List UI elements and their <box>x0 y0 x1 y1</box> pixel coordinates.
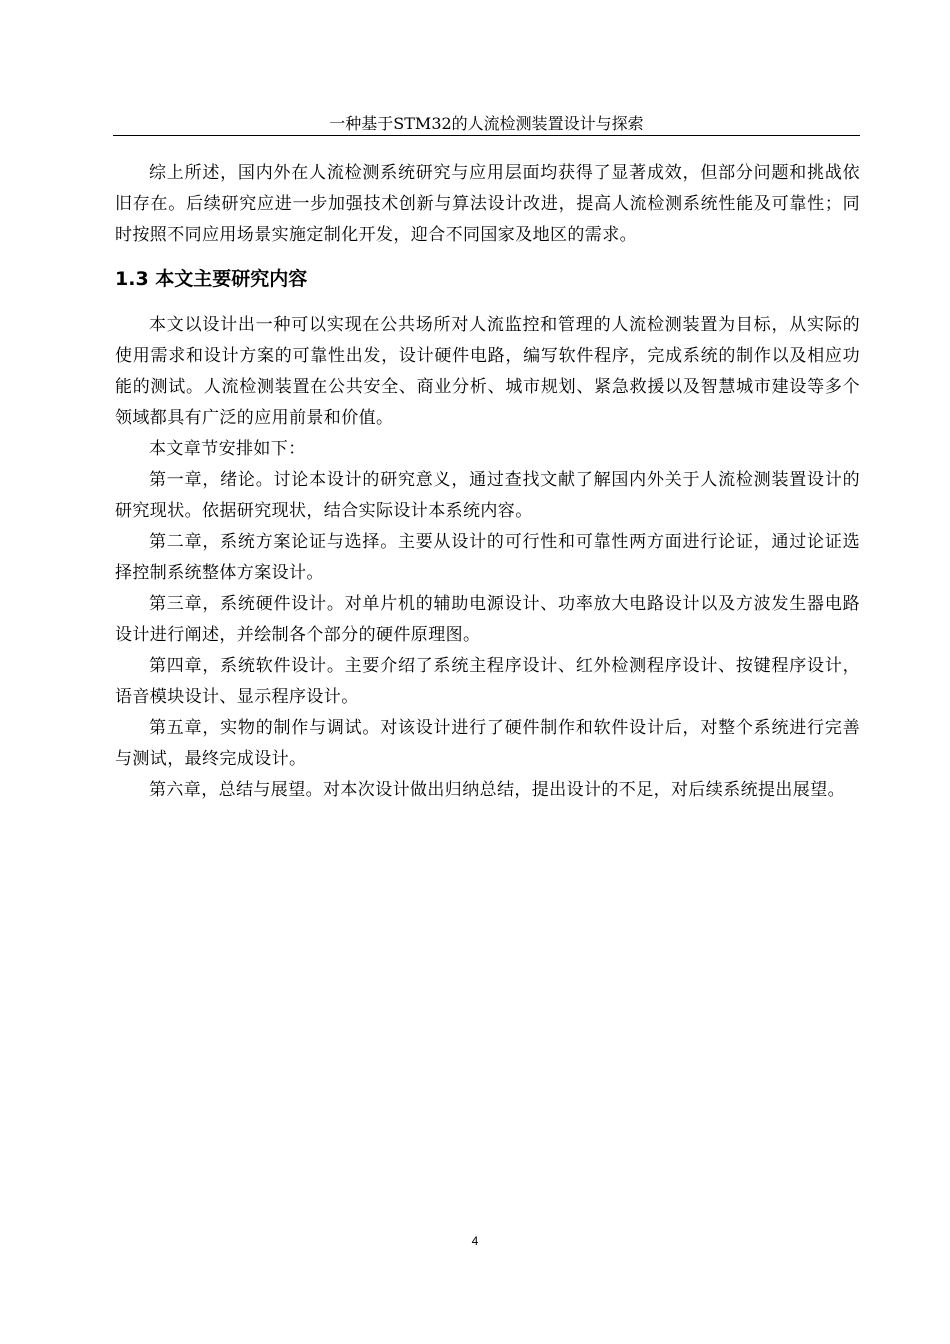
summary-paragraph: 综上所述，国内外在人流检测系统研究与应用层面均获得了显著成效，但部分问题和挑战依旧存在。后续研究应进一步加强技术创新与算法设计改进，提高人流检测系统性能及可靠性；同时按照不同应用场景实施定制化开发，迎合不同国家及地区的需求。 <box>115 163 860 245</box>
chapter-2-paragraph: 第二章，系统方案论证与选择。主要从设计的可行性和可靠性两方面进行论证，通过论证选择控制系统整体方案设计。 <box>115 532 860 583</box>
running-header-title: 一种基于STM32的人流检测装置设计与探索 <box>329 114 644 133</box>
page-number: 4 <box>471 1234 479 1248</box>
chapter-6-paragraph: 第六章，总结与展望。对本次设计做出归纳总结，提出设计的不足，对后续系统提出展望。 <box>149 780 845 800</box>
chapter-4-paragraph: 第四章，系统软件设计。主要介绍了系统主程序设计、红外检测程序设计、按键程序设计，语音模块设计、显示程序设计。 <box>115 656 860 707</box>
header-divider <box>113 135 860 136</box>
chapter-arrangement-intro: 本文章节安排如下： <box>149 439 306 459</box>
chapter-3-paragraph: 第三章，系统硬件设计。对单片机的辅助电源设计、功率放大电路设计以及方波发生器电路设计进行阐述，并绘制各个部分的硬件原理图。 <box>115 594 860 645</box>
document-body <box>115 158 860 806</box>
research-goal-paragraph: 本文以设计出一种可以实现在公共场所对人流监控和管理的人流检测装置为目标，从实际的使用需求和设计方案的可靠性出发，设计硬件电路，编写软件程序，完成系统的制作以及相应功能的测试。人流检测装置在公共安全、商业分析、城市规划、紧急救援以及智慧城市建设等多个领域都具有广泛的应用前景和价值。 <box>115 315 860 428</box>
chapter-5-paragraph: 第五章，实物的制作与调试。对该设计进行了硬件制作和软件设计后，对整个系统进行完善与测试，最终完成设计。 <box>115 718 860 769</box>
section-heading: 1.3 本文主要研究内容 <box>115 268 308 290</box>
chapter-1-paragraph: 第一章，绪论。讨论本设计的研究意义，通过查找文献了解国内外关于人流检测装置设计的研究现状。依据研究现状，结合实际设计本系统内容。 <box>115 470 860 521</box>
